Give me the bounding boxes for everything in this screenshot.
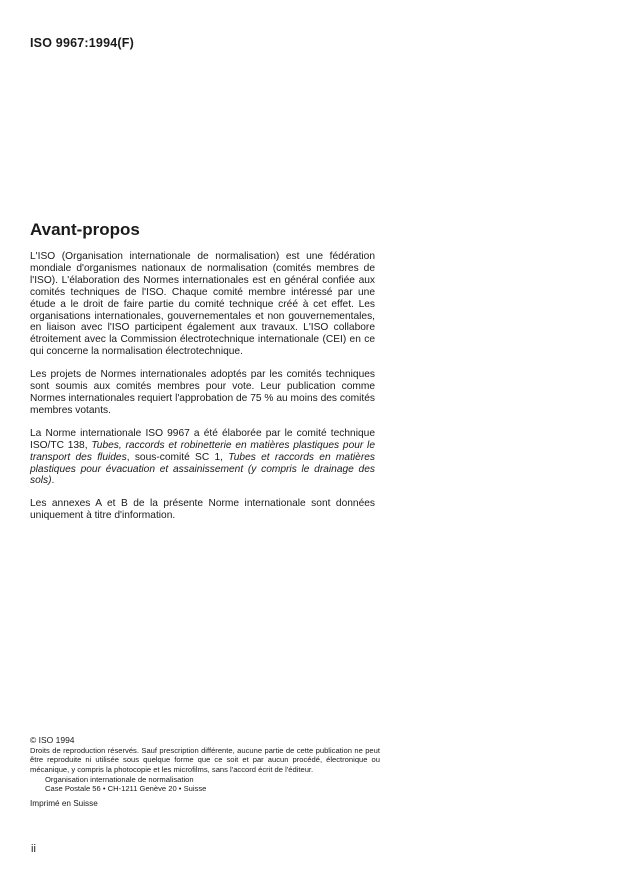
page-title: Avant-propos xyxy=(30,220,140,239)
tc-title-italic: Tubes, raccords et robinetterie en matières plastiques pour le transport des fluides xyxy=(30,439,375,463)
document-id-header: ISO 9967:1994(F) xyxy=(30,36,134,50)
paragraph-iso-description: L'ISO (Organisation internationale de normalisation) est une fédération mondiale d'organismes nationaux de normalisation (comités membres de l'ISO). L'élaboration des Normes internationales est en général confiée aux comités techniques de l'ISO. Chaque comité membre intéressé par une étude a le droit de faire partie du comité technique créé à cet effet. Les organisations internationales, gouvernementales et non gouvernementales, en liaison avec l'ISO participent également aux travaux. L'ISO collabore étroitement avec la Commission électrotechnique internationale (CEI) en ce qui concerne la normalisation électrotechnique. xyxy=(30,251,375,358)
foreword-body xyxy=(30,251,375,533)
copyright-line: © ISO 1994 xyxy=(30,735,75,745)
paragraph-annexes: Les annexes A et B de la présente Norme internationale sont données uniquement à titre d'information. xyxy=(30,498,375,522)
tc-text-c: , sous-comité SC 1, xyxy=(126,451,229,463)
paragraph-technical-committee xyxy=(30,428,375,488)
tc-text-e: . xyxy=(51,475,55,487)
printed-in: Imprimé en Suisse xyxy=(30,799,98,809)
publisher-address xyxy=(30,775,380,793)
copyright-rights: Droits de reproduction réservés. Sauf prescription différente, aucune partie de cette publication ne peut être reproduite ni utilisée sous quelque forme que ce soit et par aucun procédé, électronique ou mécanique, y compris la photocopie et les microfilms, sans l'accord écrit de l'éditeur. xyxy=(30,746,380,774)
publisher-postal: Case Postale 56 • CH-1211 Genève 20 • Suisse xyxy=(45,784,207,794)
publisher-org: Organisation internationale de normalisation xyxy=(45,774,194,784)
paragraph-voting: Les projets de Normes internationales adoptés par les comités techniques sont soumis aux comités membres pour vote. Leur publication comme Normes internationales requiert l'approbation de 75 % au moins des comités membres votants. xyxy=(30,369,375,416)
page-number: ii xyxy=(31,843,36,855)
tc-text-a: La Norme internationale ISO 9967 a été élaborée par le comité technique ISO/TC 138, xyxy=(30,427,375,451)
copyright-block xyxy=(30,736,380,808)
sc-title-italic: Tubes et raccords en matières plastiques pour évacuation et assainissement (y compris le drainage des sols) xyxy=(30,451,375,487)
